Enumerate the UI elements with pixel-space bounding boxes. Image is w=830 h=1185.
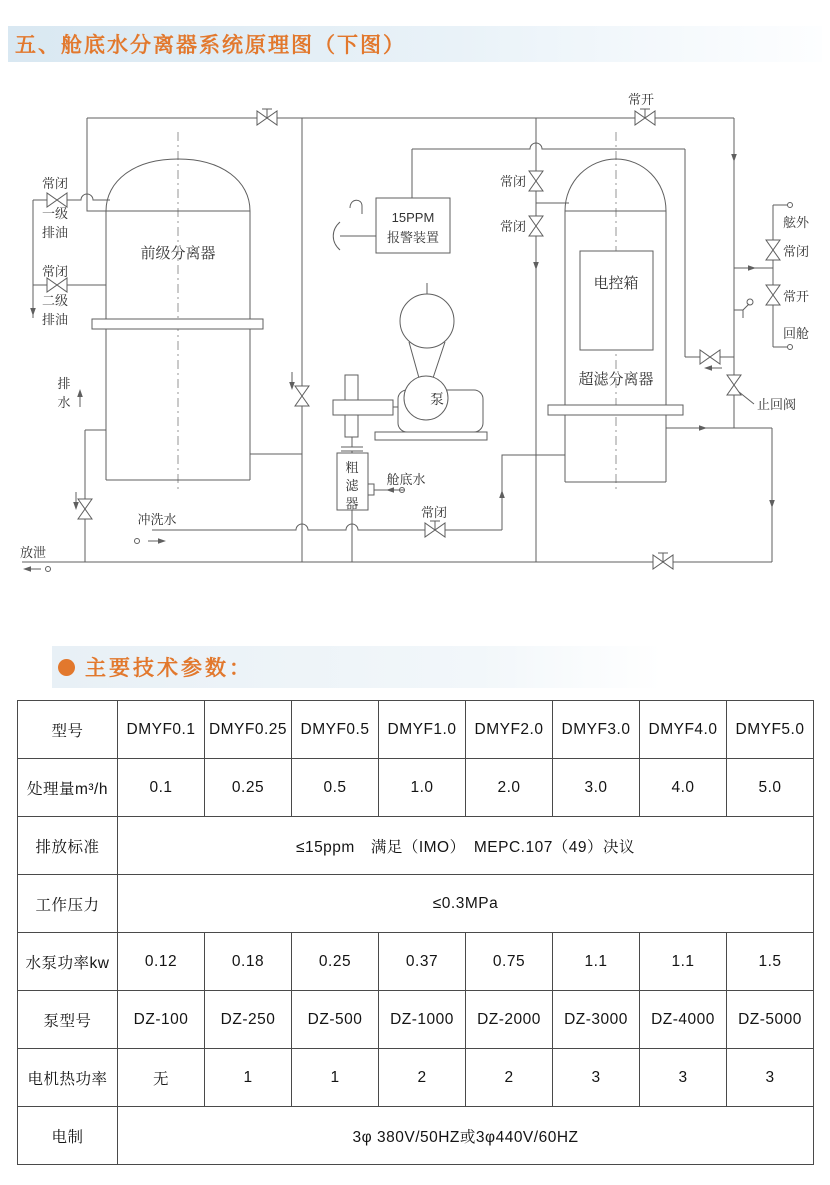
pipe-flush-line (152, 524, 502, 530)
faucet-icon (734, 304, 749, 318)
table-row-electric-system (18, 1107, 814, 1165)
pump-wheel (400, 294, 454, 348)
table-cell: DZ-3000 (553, 991, 640, 1049)
table-cell: DMYF3.0 (553, 701, 640, 759)
table-cell: 无 (118, 1049, 205, 1107)
table-cell: DMYF0.5 (292, 701, 379, 759)
label-nc-bottom: 常闭 (420, 505, 448, 520)
label-alarm-line2: 报警装置 (386, 230, 440, 245)
flow-arrow-drain (73, 492, 79, 510)
params-heading: 主要技术参数： (85, 657, 253, 680)
valve-nc-mid1 (529, 171, 543, 191)
table-row-capacity (18, 759, 814, 817)
flow-arrow-vessel2-inlet (499, 490, 505, 508)
label-vent: 放泄 (19, 545, 47, 560)
valve-sample (700, 350, 720, 364)
flow-arrow-center (533, 252, 539, 270)
table-cell-span: ≤15ppm 满足（IMO） MEPC.107（49）决议 (118, 817, 814, 875)
flow-arrow-flush (148, 538, 166, 544)
table-cell: DZ-2000 (466, 991, 553, 1049)
table-row-working-pressure (18, 875, 814, 933)
table-cell: 0.25 (205, 759, 292, 817)
flow-arrow-oil (30, 298, 36, 316)
pump-base (375, 432, 487, 440)
control-box-outline (580, 251, 653, 350)
vessel1-flange (92, 319, 263, 329)
section-title: 五、舱底水分离器系统原理图（下图） (15, 34, 406, 57)
table-cell: DZ-4000 (640, 991, 727, 1049)
valve-bottom-line (653, 553, 673, 569)
table-cell: 2 (379, 1049, 466, 1107)
table-cell: DMYF2.0 (466, 701, 553, 759)
strainer-bar (333, 400, 393, 415)
table-cell: 1 (205, 1049, 292, 1107)
flow-arrow-drain-water (77, 389, 83, 407)
table-cell: DMYF5.0 (727, 701, 814, 759)
label-nc-oil1: 常闭 (41, 176, 69, 191)
terminal-flush (135, 539, 140, 544)
table-cell-span: 3φ 380V/50HZ或3φ440V/60HZ (118, 1107, 814, 1165)
valve-nc-bottom (425, 521, 445, 537)
table-cell: 1.5 (727, 933, 814, 991)
label-control-box: 电控箱 (593, 275, 639, 292)
label-no-top: 常开 (627, 92, 655, 107)
valve-nc-overboard (766, 240, 780, 260)
table-cell: 4.0 (640, 759, 727, 817)
table-cell: 2 (466, 1049, 553, 1107)
table-row-pump-model (18, 991, 814, 1049)
table-cell: 2.0 (466, 759, 553, 817)
table-cell: DZ-1000 (379, 991, 466, 1049)
pipe-vessel1-vent (87, 118, 107, 211)
row-header: 型号 (18, 701, 118, 759)
row-header: 泵型号 (18, 991, 118, 1049)
label-alarm-line1: 15PPM (391, 210, 435, 225)
label-overboard: 舷外 (783, 215, 810, 230)
params-heading-bar (52, 646, 662, 688)
valve-oil2 (47, 278, 67, 292)
table-cell: 0.5 (292, 759, 379, 817)
label-bilge-water: 舱底水 (386, 472, 426, 487)
table-cell: 1.1 (640, 933, 727, 991)
table-cell: DZ-100 (118, 991, 205, 1049)
table-cell: DMYF4.0 (640, 701, 727, 759)
label-drain-b: 水 (57, 395, 71, 410)
sensor-bracket-icon (333, 222, 340, 250)
row-header: 排放标准 (18, 817, 118, 875)
vessel2-flange (548, 405, 683, 415)
label-nc-mid2: 常闭 (499, 219, 526, 234)
table-cell: DZ-500 (292, 991, 379, 1049)
row-header: 处理量m³/h (18, 759, 118, 817)
sensor-hook-icon (350, 200, 362, 214)
valve-oil1 (47, 193, 67, 207)
label-no-right: 常开 (783, 289, 810, 304)
row-header: 电机热功率 (18, 1049, 118, 1107)
table-cell-span: ≤0.3MPa (118, 875, 814, 933)
table-cell: DMYF0.25 (205, 701, 292, 759)
table-cell: 1 (292, 1049, 379, 1107)
check-valve (727, 375, 741, 395)
table-cell: 3 (553, 1049, 640, 1107)
valve-vessel1-drain (78, 499, 92, 519)
label-ultra-separator: 超滤分离器 (578, 371, 654, 388)
table-cell: 0.37 (379, 933, 466, 991)
row-header: 工作压力 (18, 875, 118, 933)
label-filter-c: 器 (345, 496, 359, 511)
label-oil2-a: 二级 (41, 293, 69, 308)
terminal-overboard (788, 203, 793, 208)
flow-arrow-recirc (289, 372, 295, 390)
table-cell: 5.0 (727, 759, 814, 817)
table-cell: 3.0 (553, 759, 640, 817)
label-nc-mid1: 常闭 (499, 174, 526, 189)
flow-arrow-vent (23, 566, 41, 572)
valve-no-return (766, 285, 780, 305)
terminal-return (788, 345, 793, 350)
label-return-bilge: 回舱 (783, 326, 810, 341)
table-cell: 3 (640, 1049, 727, 1107)
table-cell: DMYF0.1 (118, 701, 205, 759)
label-nc-oil2: 常闭 (41, 264, 69, 279)
pipe-vessel2-inlet (502, 455, 565, 530)
label-nc-right: 常闭 (783, 244, 810, 259)
schematic-diagram (0, 80, 830, 632)
table-row-heater-power (18, 1049, 814, 1107)
label-pump: 泵 (430, 391, 444, 407)
table-cell: 3 (727, 1049, 814, 1107)
table-cell: 1.0 (379, 759, 466, 817)
valve-nc-mid2 (529, 216, 543, 236)
table-cell: 0.75 (466, 933, 553, 991)
label-pre-separator: 前级分离器 (140, 245, 216, 262)
flow-arrow-return-drop (769, 490, 775, 508)
filter-flange (341, 437, 363, 453)
row-header: 电制 (18, 1107, 118, 1165)
label-oil1-a: 一级 (41, 206, 69, 221)
flow-arrow-right-column (731, 144, 737, 162)
check-valve-leader (739, 392, 754, 404)
flow-arrow-vessel2-outlet (689, 425, 707, 431)
table-cell: DMYF1.0 (379, 701, 466, 759)
valve-normally-open-top (635, 109, 655, 125)
flow-arrow-junction (738, 265, 756, 271)
table-cell: 0.18 (205, 933, 292, 991)
table-cell: DZ-5000 (727, 991, 814, 1049)
table-cell: 0.25 (292, 933, 379, 991)
pipe-oil-drain-1 (33, 194, 110, 200)
row-header: 水泵功率kw (18, 933, 118, 991)
section-title-bar (8, 26, 822, 62)
valve-recirc (295, 386, 309, 406)
table-row-discharge-standard (18, 817, 814, 875)
vessel2-dome (565, 159, 666, 211)
label-oil1-b: 排油 (41, 225, 69, 240)
valve-top-left (257, 109, 277, 125)
table-cell: 1.1 (553, 933, 640, 991)
table-cell: 0.1 (118, 759, 205, 817)
label-filter-b: 滤 (345, 478, 359, 493)
label-drain-a: 排 (57, 376, 71, 391)
terminal-vent (46, 567, 51, 572)
table-cell: DZ-250 (205, 991, 292, 1049)
pipe-alarm-horizontal (412, 143, 685, 149)
label-check-valve: 止回阀 (757, 397, 797, 412)
flow-arrow-sample (704, 365, 722, 371)
label-oil2-b: 排油 (41, 312, 69, 327)
faucet-handle-icon (747, 299, 753, 305)
table-row-model (18, 701, 814, 759)
label-filter-a: 粗 (345, 460, 359, 475)
filter-inlet-port (368, 484, 374, 495)
params-table (17, 700, 814, 1165)
bullet-icon (58, 659, 75, 676)
label-flush-water: 冲洗水 (137, 512, 177, 527)
table-cell: 0.12 (118, 933, 205, 991)
table-row-pump-power (18, 933, 814, 991)
